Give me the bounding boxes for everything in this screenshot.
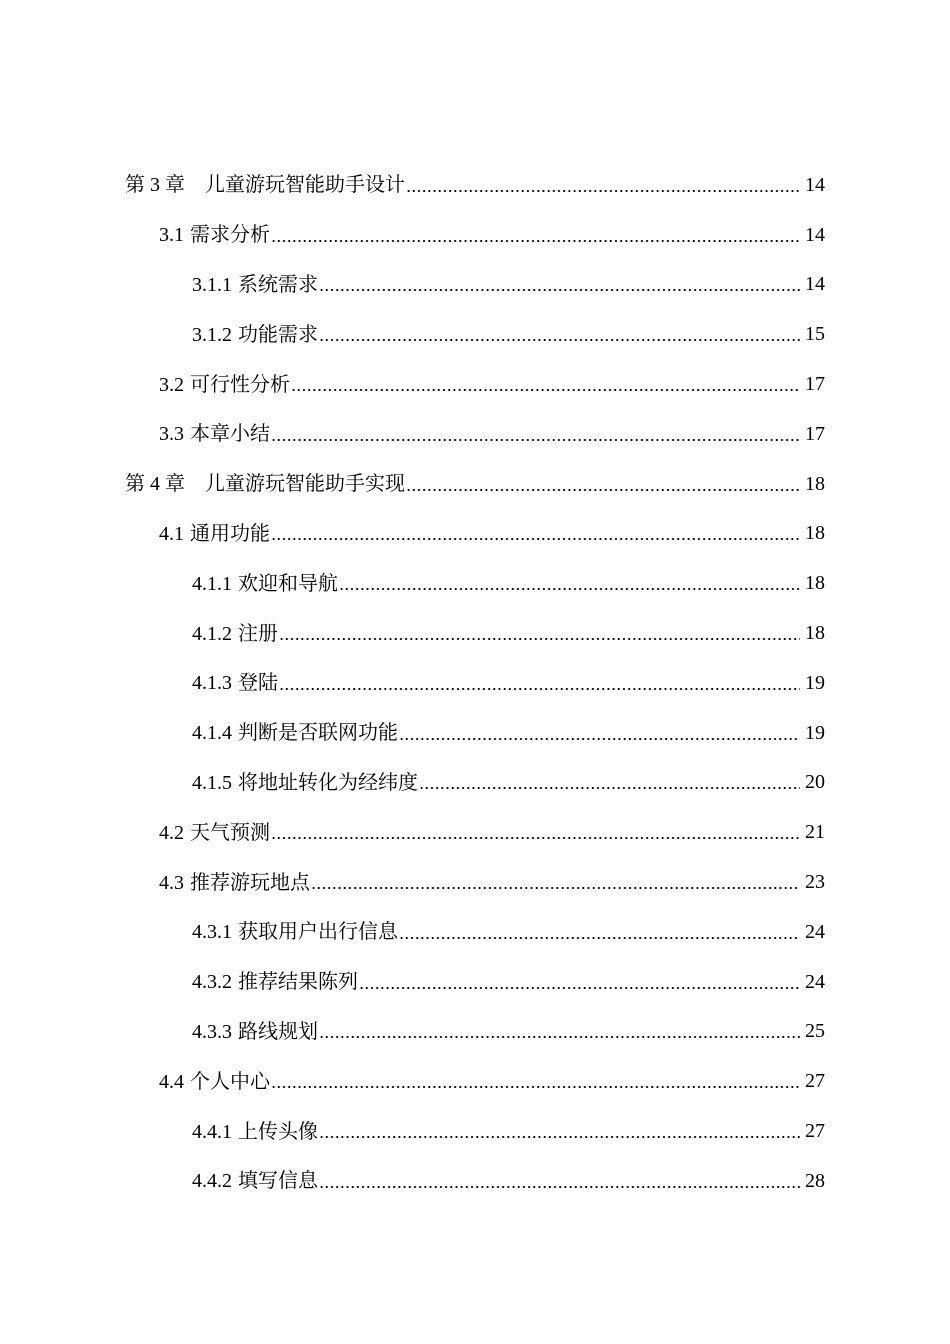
toc-entry-title: 注册 (238, 620, 278, 645)
toc-entry-title: 可行性分析 (190, 371, 290, 396)
toc-entry-number: 4.3 (159, 871, 184, 894)
toc-entry-title: 登陆 (238, 670, 278, 695)
toc-entry-page: 27 (805, 1120, 825, 1143)
dot-leader (319, 1169, 800, 1193)
toc-entry-3-1-1[interactable] (0, 260, 950, 310)
toc-entry-page: 21 (805, 821, 825, 844)
toc-entry-4-1-4[interactable] (0, 708, 950, 758)
dot-leader (291, 372, 800, 396)
dot-leader (271, 521, 800, 545)
toc-entry-4-3-2[interactable] (0, 957, 950, 1007)
table-of-contents (0, 160, 950, 1206)
toc-entry-number: 4.1 (159, 522, 184, 545)
toc-entry-title: 推荐游玩地点 (190, 869, 310, 894)
toc-entry-number: 3.2 (159, 373, 184, 396)
toc-entry-4-3-3[interactable] (0, 1007, 950, 1057)
toc-entry-title: 个人中心 (190, 1068, 270, 1093)
toc-entry-title: 路线规划 (238, 1018, 318, 1043)
toc-entry-title: 天气预测 (190, 819, 270, 844)
toc-entry-number: 4.1.3 (192, 672, 232, 695)
toc-entry-page: 17 (805, 373, 825, 396)
dot-leader (406, 173, 800, 197)
toc-entry-number: 3.1 (159, 224, 184, 247)
toc-entry-4-4-2[interactable] (0, 1156, 950, 1206)
toc-entry-4-1-5[interactable] (0, 758, 950, 808)
toc-entry-number: 第 4 章 (125, 473, 185, 496)
dot-leader (406, 472, 800, 496)
toc-entry-number: 3.3 (159, 423, 184, 446)
toc-entry-title: 推荐结果陈列 (238, 969, 358, 994)
toc-entry-page: 18 (805, 472, 825, 495)
dot-leader (279, 621, 800, 645)
toc-entry-title: 系统需求 (238, 271, 318, 296)
dot-leader (271, 820, 800, 844)
toc-entry-page: 19 (805, 721, 825, 744)
dot-leader (279, 671, 800, 695)
toc-entry-page: 24 (805, 970, 825, 993)
toc-entry-title: 获取用户出行信息 (238, 919, 398, 944)
toc-entry-title: 本章小结 (190, 421, 270, 446)
toc-entry-number: 4.4.2 (192, 1170, 232, 1193)
toc-entry-number: 3.1.2 (192, 323, 232, 346)
toc-entry-page: 14 (805, 273, 825, 296)
toc-entry-title: 上传头像 (238, 1118, 318, 1143)
dot-leader (311, 870, 800, 894)
toc-entry-title: 儿童游玩智能助手实现 (205, 471, 405, 496)
toc-entry-4-4-1[interactable] (0, 1106, 950, 1156)
toc-entry-number: 4.4.1 (192, 1120, 232, 1143)
toc-entry-number: 4.3.2 (192, 971, 232, 994)
dot-leader (271, 223, 800, 247)
toc-entry-4-3[interactable] (0, 857, 950, 907)
dot-leader (399, 721, 800, 745)
toc-entry-title: 通用功能 (190, 520, 270, 545)
toc-entry-chapter-3[interactable] (0, 160, 950, 210)
toc-entry-page: 19 (805, 671, 825, 694)
toc-entry-page: 15 (805, 323, 825, 346)
toc-entry-page: 18 (805, 572, 825, 595)
dot-leader (319, 322, 800, 346)
toc-entry-page: 25 (805, 1020, 825, 1043)
toc-entry-4-1-3[interactable] (0, 658, 950, 708)
toc-entry-number: 第 3 章 (125, 174, 185, 197)
toc-entry-page: 17 (805, 422, 825, 445)
toc-entry-page: 14 (805, 223, 825, 246)
toc-entry-title: 需求分析 (190, 222, 270, 247)
toc-entry-4-1-1[interactable] (0, 558, 950, 608)
toc-entry-number: 4.1.4 (192, 722, 232, 745)
toc-entry-title: 儿童游玩智能助手设计 (205, 172, 405, 197)
toc-entry-page: 18 (805, 522, 825, 545)
toc-entry-number: 4.3.3 (192, 1020, 232, 1043)
toc-entry-number: 4.1.5 (192, 771, 232, 794)
toc-entry-page: 28 (805, 1169, 825, 1192)
toc-entry-title: 判断是否联网功能 (238, 720, 398, 745)
toc-entry-number: 4.1.2 (192, 622, 232, 645)
toc-entry-page: 18 (805, 622, 825, 645)
toc-entry-number: 4.4 (159, 1070, 184, 1093)
dot-leader (271, 1069, 800, 1093)
toc-entry-4-1-2[interactable] (0, 608, 950, 658)
dot-leader (271, 422, 800, 446)
toc-entry-3-3[interactable] (0, 409, 950, 459)
toc-entry-4-1[interactable] (0, 509, 950, 559)
toc-entry-number: 3.1.1 (192, 273, 232, 296)
dot-leader (319, 1019, 800, 1043)
toc-entry-page: 24 (805, 920, 825, 943)
dot-leader (359, 970, 800, 994)
dot-leader (319, 1119, 800, 1143)
toc-entry-4-4[interactable] (0, 1056, 950, 1106)
toc-entry-page: 27 (805, 1070, 825, 1093)
toc-entry-title: 功能需求 (238, 321, 318, 346)
dot-leader (319, 272, 800, 296)
toc-entry-page: 23 (805, 871, 825, 894)
toc-entry-page: 14 (805, 173, 825, 196)
toc-entry-chapter-4[interactable] (0, 459, 950, 509)
toc-entry-3-2[interactable] (0, 359, 950, 409)
toc-entry-number: 4.2 (159, 821, 184, 844)
toc-entry-3-1-2[interactable] (0, 309, 950, 359)
toc-entry-page: 20 (805, 771, 825, 794)
dot-leader (419, 770, 800, 794)
toc-entry-title: 填写信息 (238, 1168, 318, 1193)
toc-entry-3-1[interactable] (0, 210, 950, 260)
toc-entry-number: 4.3.1 (192, 921, 232, 944)
toc-entry-title: 将地址转化为经纬度 (238, 769, 418, 794)
toc-entry-title: 欢迎和导航 (238, 570, 338, 595)
toc-entry-4-2[interactable] (0, 807, 950, 857)
toc-entry-4-3-1[interactable] (0, 907, 950, 957)
toc-entry-number: 4.1.1 (192, 572, 232, 595)
dot-leader (339, 571, 800, 595)
dot-leader (399, 920, 800, 944)
